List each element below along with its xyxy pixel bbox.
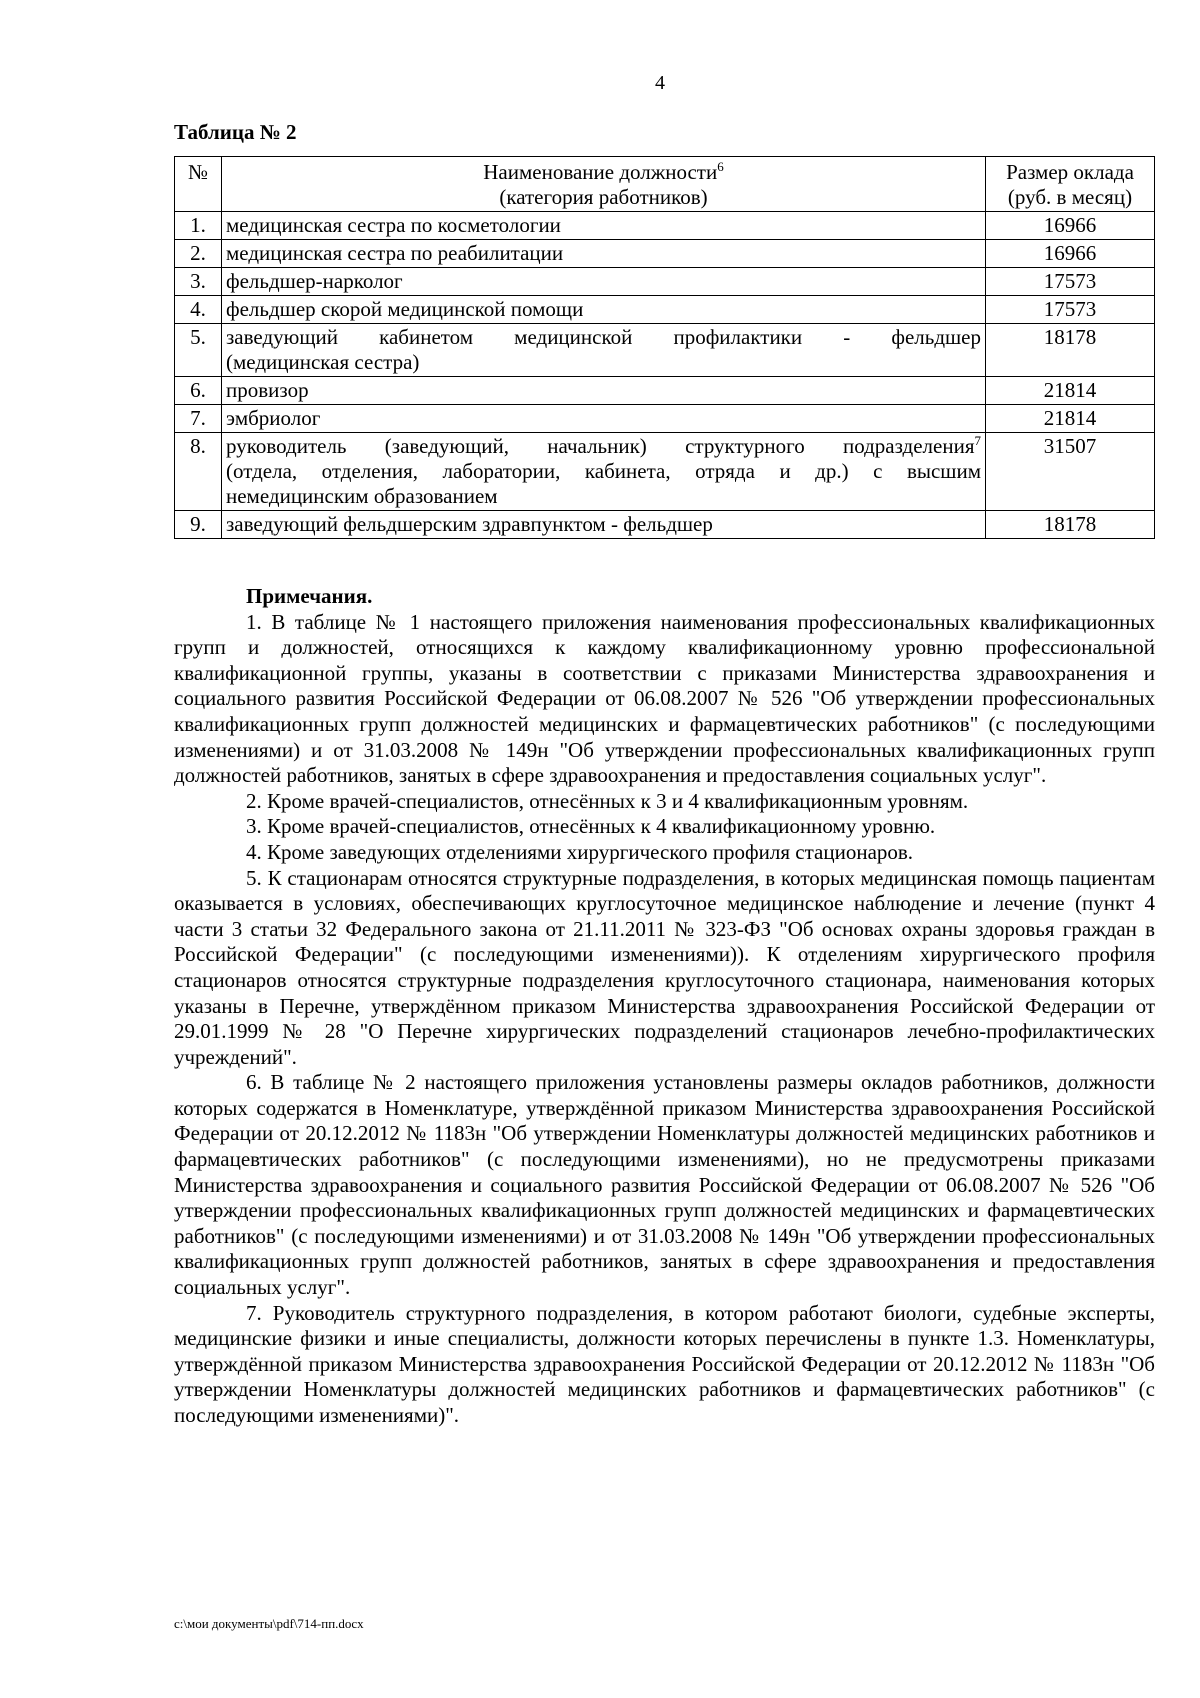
row-number: 1. <box>175 212 222 240</box>
table-row <box>175 240 1155 268</box>
row-number: 2. <box>175 240 222 268</box>
notes-title: Примечания. <box>246 584 373 608</box>
row-salary: 17573 <box>986 268 1155 296</box>
header-position-line1: Наименование должности <box>483 160 718 184</box>
table-row <box>175 212 1155 240</box>
table-row <box>175 324 1155 377</box>
footer-file-path: c:\мои документы\pdf\714-пп.docx <box>174 1616 364 1631</box>
table-row <box>175 296 1155 324</box>
table-row <box>175 511 1155 539</box>
row-position-line2: (медицинская сестра) <box>226 350 420 374</box>
header-salary <box>986 157 1155 212</box>
footnote-7: 7 <box>974 433 981 448</box>
header-position <box>222 157 986 212</box>
row-salary: 16966 <box>986 212 1155 240</box>
header-salary-line1: Размер оклада <box>1006 160 1134 184</box>
row-number: 8. <box>175 433 222 511</box>
row-salary: 16966 <box>986 240 1155 268</box>
row-number: 7. <box>175 405 222 433</box>
note-1: 1. В таблице № 1 настоящего приложения наименования профессиональных квалификационных групп и должностей, относящихся к каждому квалификационному уровню профессиональной квалификационной группы, указаны в соответствии с приказами Министерства здравоохранения и социального развития Российской Федерации от 06.08.2007 № 526 "Об утверждении профессиональных квалификационных групп должностей медицинских и фармацевтических работников" (с последующими изменениями) и от 31.03.2008 № 149н "Об утверждении профессиональных квалификационных групп должностей работников, занятых в сфере здравоохранения и предоставления социальных услуг". <box>174 609 1155 788</box>
row-position: медицинская сестра по косметологии <box>222 212 986 240</box>
note-3: 3. Кроме врачей-специалистов, отнесённых к 4 квалификационному уровню. <box>246 814 936 839</box>
row-number: 3. <box>175 268 222 296</box>
row-position: провизор <box>222 377 986 405</box>
row-salary: 21814 <box>986 405 1155 433</box>
row-salary: 21814 <box>986 377 1155 405</box>
table-row <box>175 377 1155 405</box>
row-salary: 31507 <box>986 433 1155 511</box>
header-salary-line2: (руб. в месяц) <box>1007 185 1133 209</box>
table-header-row <box>175 157 1155 212</box>
row-position: заведующий фельдшерским здравпунктом - фельдшер <box>222 511 986 539</box>
row-position: фельдшер-нарколог <box>222 268 986 296</box>
row-position: эмбриолог <box>222 405 986 433</box>
notes-section <box>174 584 1155 1429</box>
row-salary: 18178 <box>986 324 1155 377</box>
row-number: 5. <box>175 324 222 377</box>
table-row <box>175 268 1155 296</box>
row-position: медицинская сестра по реабилитации <box>222 240 986 268</box>
row-number: 9. <box>175 511 222 539</box>
row-salary: 17573 <box>986 296 1155 324</box>
row-position-line1 <box>226 434 981 459</box>
note-2: 2. Кроме врачей-специалистов, отнесённых к 3 и 4 квалификационным уровням. <box>246 788 969 813</box>
note-5: 5. К стационарам относятся структурные подразделения, в которых медицинская помощь пациентам оказывается в условиях, обеспечивающих круглосуточное медицинское наблюдение и лечение (пункт 4 части 3 статьи 32 Федерального закона от 21.11.2011 № 323-ФЗ "Об основах охраны здоровья граждан в Российской Федерации" (с последующими изменениями)). К отделениям хирургического профиля стационаров относятся структурные подразделения круглосуточного стационара, наименования которых указаны в Перечне, утверждённом приказом Министерства здравоохранения Российской Федерации от 29.01.1999 № 28 "О Перечне хирургических подразделений стационаров лечебно-профилактических учреждений". <box>174 865 1155 1069</box>
table-row <box>175 405 1155 433</box>
row-position <box>222 324 986 377</box>
table-row <box>175 433 1155 511</box>
row-position-line2: (отдела, отделения, лаборатории, кабинета, отряда и др.) с высшим <box>226 459 981 483</box>
row-position-line1: заведующий кабинетом медицинской профилактики - фельдшер <box>226 325 981 349</box>
table-title: Таблица № 2 <box>174 120 297 144</box>
row-number: 4. <box>175 296 222 324</box>
row-position-line1-text: руководитель (заведующий, начальник) структурного подразделения <box>226 434 975 458</box>
row-position-line3: немедицинским образованием <box>226 484 498 508</box>
salary-table <box>174 156 1155 539</box>
header-position-line2: (категория работников) <box>499 185 708 209</box>
note-7: 7. Руководитель структурного подразделения, в котором работают биологи, судебные эксперты, медицинские физики и иные специалисты, должности которых перечислены в пункте 1.3. Номенклатуры, утверждённой приказом Министерства здравоохранения Российской Федерации от 20.12.2012 № 1183н "Об утверждении Номенклатуры должностей медицинских работников и фармацевтических работников" (с последующими изменениями)". <box>174 1300 1155 1427</box>
row-number: 6. <box>175 377 222 405</box>
footnote-6: 6 <box>717 159 724 174</box>
note-4: 4. Кроме заведующих отделениями хирургического профиля стационаров. <box>246 839 914 864</box>
row-salary: 18178 <box>986 511 1155 539</box>
note-6: 6. В таблице № 2 настоящего приложения установлены размеры окладов работников, должности которых содержатся в Номенклатуре, утверждённой приказом Министерства здравоохранения Российской Федерации от 20.12.2012 № 1183н "Об утверждении Номенклатуры должностей медицинских работников и фармацевтических работников" (с последующими изменениями), но не предусмотрены приказами Министерства здравоохранения и социального развития Российской Федерации от 06.08.2007 № 526 "Об утверждении профессиональных квалификационных групп должностей медицинских и фармацевтических работников" (с последующими изменениями) и от 31.03.2008 № 149н "Об утверждении профессиональных квалификационных групп должностей работников, занятых в сфере здравоохранения и предоставления социальных услуг". <box>174 1070 1155 1300</box>
page-number: 4 <box>655 72 665 94</box>
row-position <box>222 433 986 511</box>
row-position: фельдшер скорой медицинской помощи <box>222 296 986 324</box>
header-number: № <box>175 157 222 212</box>
